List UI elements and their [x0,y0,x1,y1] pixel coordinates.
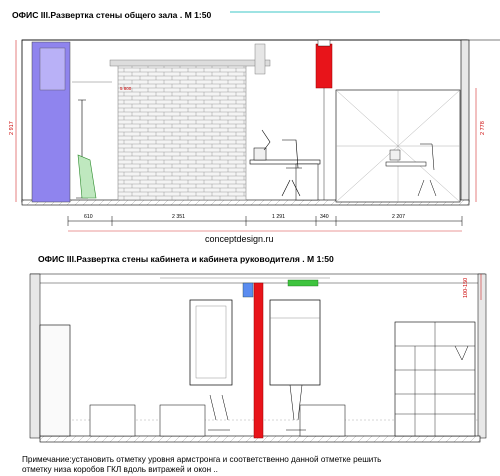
beam-hanger [255,44,265,74]
section2-right-wall [478,274,486,438]
dim-3: 1 291 [272,214,285,220]
red-mark-label: 5 800 [120,86,132,91]
desk-2 [386,162,426,166]
section2-title: ОФИС III.Развертка стены кабинета и кабинета руководителя . М 1:50 [38,254,334,264]
section2-height-label: 100-150 [463,277,469,298]
column-cap [318,40,330,46]
ceiling-beam [110,60,270,66]
dim-5: 2 207 [392,214,405,220]
green-ladder [78,155,96,198]
note-line-1: Примечание:установить отметку уровня армстронга и соответственно данной отметке решить [22,455,382,464]
green-lamp [288,280,318,286]
section1-title: ОФИС III.Развертка стены общего зала . М 1:50 [12,10,212,20]
door-left [40,325,70,436]
note-line-2: отметку низа коробов ГКЛ вдоль витражей и окон .. [22,465,218,474]
height-right-label: 2 778 [480,121,486,135]
chair-a [208,395,230,430]
desk-c [300,405,345,436]
height-left-label: 2 917 [9,121,15,135]
section2-left-wall [30,274,40,438]
mirror-frame [190,300,232,385]
red-column [316,44,332,88]
desk-lamp [262,130,270,150]
blue-lamp [243,283,253,297]
desk-top [250,160,320,164]
red-column-2 [254,283,263,438]
panel-inset [40,48,65,90]
dim-4: 340 [320,214,329,220]
desk-b [160,405,205,436]
watermark: conceptdesign.ru [205,234,274,244]
brick-wall [118,65,246,200]
mirror-frame-2 [270,300,320,385]
dim-2: 2 351 [172,214,185,220]
monitor-2 [390,150,400,160]
desk-a [90,405,135,436]
dim-1: 610 [84,214,93,220]
right-wall [461,40,469,202]
